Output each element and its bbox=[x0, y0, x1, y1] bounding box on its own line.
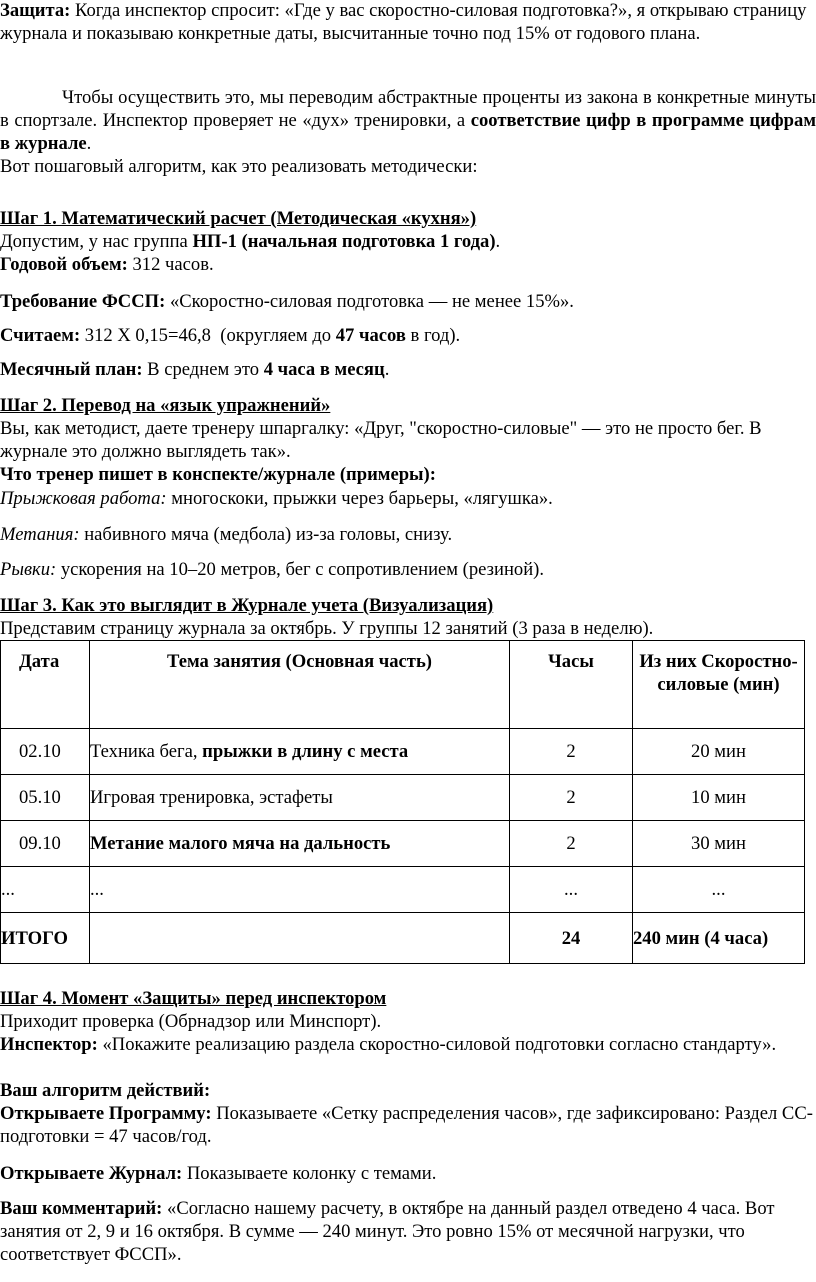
row-hours: 2 bbox=[510, 775, 633, 821]
example-text: ускорения на 10–20 метров, бег с сопротивлением (резиной). bbox=[56, 559, 544, 580]
row-minutes: 10 мин bbox=[633, 775, 805, 821]
topic-bold: Метание малого мяча на дальность bbox=[90, 833, 391, 854]
algorithm-intro: Вот пошаговый алгоритм, как это реализовать методически: bbox=[0, 156, 478, 177]
step4-journal bbox=[0, 1162, 816, 1185]
total-label: ИТОГО bbox=[1, 913, 90, 964]
journal-label: Открываете Журнал: bbox=[0, 1163, 183, 1184]
program-label: Открываете Программу: bbox=[0, 1103, 212, 1124]
total-topic bbox=[90, 913, 510, 964]
header-date: Дата bbox=[1, 641, 90, 729]
comment-text: «Согласно нашему расчету, в октябре на данный раздел отведено 4 часа. Вот занятия от 2, 9 и 16 октября. В сумме — 240 минут. Это ровно 15% от месячной нагрузки, что соответствует ФССП». bbox=[0, 1198, 775, 1265]
group-bold: НП-1 (начальная подготовка 1 года) bbox=[192, 231, 496, 252]
method-paragraph bbox=[0, 86, 816, 155]
comment-label: Ваш комментарий: bbox=[0, 1198, 163, 1219]
step4-program bbox=[0, 1102, 816, 1148]
step1-heading: Шаг 1. Математический расчет (Методическая «кухня») bbox=[0, 208, 477, 229]
inspector-text: «Покажите реализацию раздела скоростно-силовой подготовки согласно стандарту». bbox=[97, 1034, 777, 1055]
req-value: «Скоростно-силовая подготовка — не менее 15%». bbox=[165, 291, 574, 312]
row-minutes: 20 мин bbox=[633, 729, 805, 775]
month-end: . bbox=[384, 359, 390, 380]
total-hours: 24 bbox=[510, 913, 633, 964]
row-date: 09.10 bbox=[1, 821, 90, 867]
table-row bbox=[1, 867, 805, 913]
row-date: 02.10 bbox=[1, 729, 90, 775]
example-sprints bbox=[0, 558, 816, 581]
journal-text: Показываете колонку с темами. bbox=[182, 1163, 437, 1184]
example-throws bbox=[0, 523, 816, 546]
calc-end: в год). bbox=[405, 325, 461, 346]
row-minutes: ... bbox=[633, 867, 805, 913]
row-hours: 2 bbox=[510, 729, 633, 775]
step4-check: Приходит проверка (Обрнадзор или Минспорт). bbox=[0, 1011, 382, 1032]
group-end: . bbox=[495, 231, 501, 252]
step3-text: Представим страницу журнала за октябрь. У группы 12 занятий (3 раза в неделю). bbox=[0, 618, 654, 639]
row-topic bbox=[90, 729, 510, 775]
journal-table bbox=[0, 640, 805, 964]
intro-text: Когда инспектор спросит: «Где у вас скоростно-силовая подготовка?», я открываю страницу журнала и показываю конкретные даты, высчитанные точно под 15% от годового плана. bbox=[0, 0, 807, 44]
calc-label: Считаем: bbox=[0, 325, 81, 346]
method-bold: соответствие цифр в программе цифрам в журнале bbox=[0, 110, 816, 154]
header-minutes: Из них Скоростно-силовые (мин) bbox=[633, 641, 805, 729]
table-row bbox=[1, 821, 805, 867]
step1-requirement bbox=[0, 290, 816, 313]
step1-calc bbox=[0, 324, 816, 347]
row-topic bbox=[90, 775, 510, 821]
example-label: Рывки: bbox=[0, 559, 57, 580]
step1-group bbox=[0, 230, 816, 253]
row-topic bbox=[90, 821, 510, 867]
program-text: Показываете «Сетку распределения часов», где зафиксировано: Раздел СС-подготовки = 47 часов/год. bbox=[0, 1103, 813, 1147]
total-minutes: 240 мин (4 часа) bbox=[633, 913, 805, 964]
example-label: Прыжковая работа: bbox=[0, 488, 167, 509]
example-jumps bbox=[0, 487, 816, 510]
table-row bbox=[1, 775, 805, 821]
step3-heading: Шаг 3. Как это выглядит в Журнале учета (Визуализация) bbox=[0, 595, 494, 616]
group-pre: Допустим, у нас группа bbox=[0, 231, 193, 252]
inspector-label: Инспектор: bbox=[0, 1034, 98, 1055]
header-hours: Часы bbox=[510, 641, 633, 729]
req-label: Требование ФССП: bbox=[0, 291, 166, 312]
row-hours: 2 bbox=[510, 821, 633, 867]
month-label: Месячный план: bbox=[0, 359, 143, 380]
intro-label: Защита: bbox=[0, 0, 71, 21]
row-minutes: 30 мин bbox=[633, 821, 805, 867]
step1-month bbox=[0, 358, 816, 381]
method-end: . bbox=[86, 133, 92, 154]
step2-text: Вы, как методист, даете тренеру шпаргалку: «Друг, "скоростно-силовые" — это не просто бег. В журнале это должно выглядеть так». bbox=[0, 418, 762, 462]
table-header-row bbox=[1, 641, 805, 729]
calc-bold: 47 часов bbox=[335, 325, 406, 346]
annual-label: Годовой объем: bbox=[0, 254, 128, 275]
algo-heading bbox=[0, 1079, 816, 1102]
annual-value: 312 часов. bbox=[127, 254, 214, 275]
month-pre: В среднем это bbox=[142, 359, 264, 380]
example-label: Метания: bbox=[0, 524, 80, 545]
row-date: ... bbox=[1, 867, 90, 913]
step4-inspector bbox=[0, 1033, 816, 1056]
topic-bold: прыжки в длину с места bbox=[202, 741, 409, 762]
calc-pre: 312 Х 0,15=46,8 (округляем до bbox=[80, 325, 336, 346]
topic-plain: Техника бега, bbox=[90, 741, 203, 762]
step4-comment bbox=[0, 1197, 816, 1266]
row-date: 05.10 bbox=[1, 775, 90, 821]
examples-heading-text: Что тренер пишет в конспекте/журнале (примеры): bbox=[0, 464, 436, 485]
examples-heading bbox=[0, 463, 816, 486]
example-text: набивного мяча (медбола) из-за головы, снизу. bbox=[79, 524, 453, 545]
step2-heading: Шаг 2. Перевод на «язык упражнений» bbox=[0, 395, 331, 416]
method-text: Чтобы осуществить это, мы переводим абстрактные проценты из закона в конкретные минуты в спортзале. Инспектор проверяет не «дух» тренировки, а bbox=[0, 87, 816, 131]
month-bold: 4 часа в месяц bbox=[263, 359, 385, 380]
example-text: многоскоки, прыжки через барьеры, «лягушка». bbox=[166, 488, 553, 509]
step4-heading: Шаг 4. Момент «Защиты» перед инспектором bbox=[0, 988, 387, 1009]
topic-plain: Игровая тренировка, эстафеты bbox=[90, 787, 333, 808]
row-topic bbox=[90, 867, 510, 913]
algo-heading-text: Ваш алгоритм действий: bbox=[0, 1080, 211, 1101]
step1-annual bbox=[0, 253, 816, 276]
table-row bbox=[1, 729, 805, 775]
intro-paragraph bbox=[0, 0, 816, 45]
row-hours: ... bbox=[510, 867, 633, 913]
table-total-row bbox=[1, 913, 805, 964]
topic-plain: ... bbox=[90, 879, 104, 900]
header-topic: Тема занятия (Основная часть) bbox=[90, 641, 510, 729]
